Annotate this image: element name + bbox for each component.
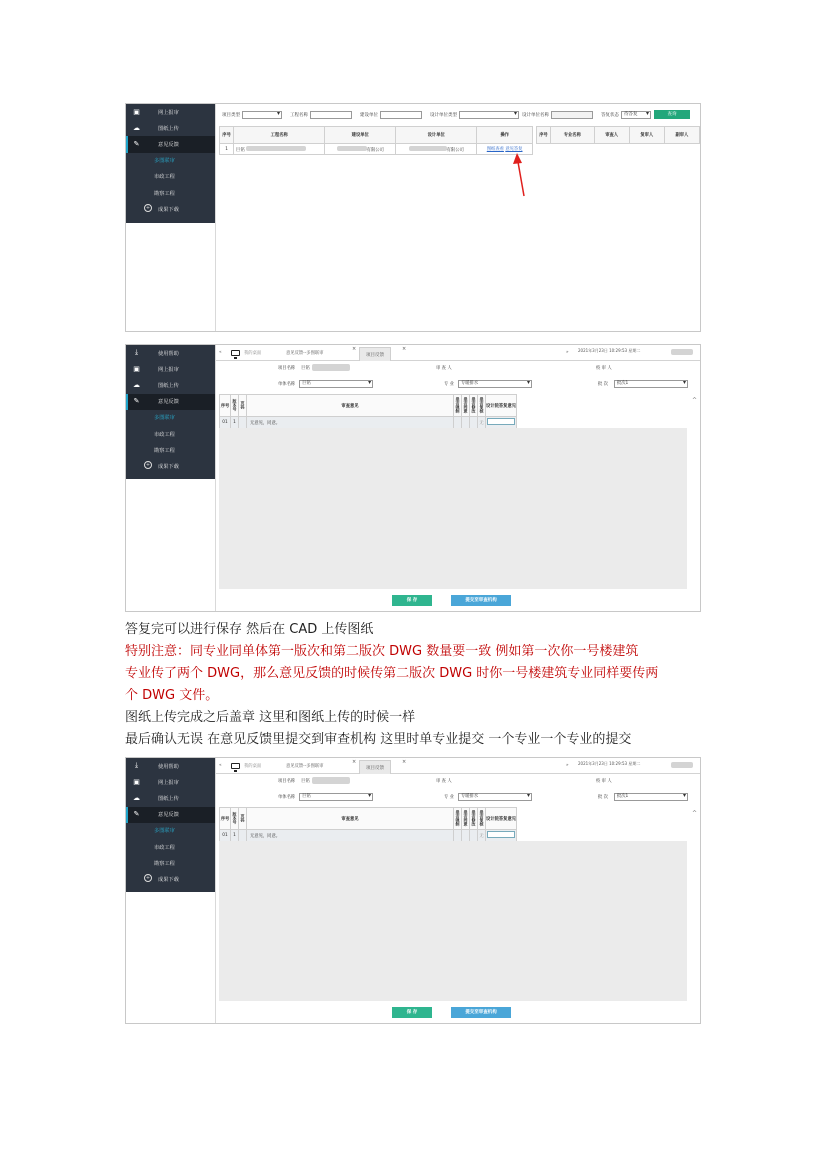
project-type-select[interactable]: [242, 111, 282, 119]
cell-no: 01: [220, 830, 231, 842]
sidebar-item-label: 成果下载: [158, 463, 179, 470]
active-indicator: [126, 394, 128, 410]
review-main: [215, 758, 700, 1023]
name-text: 巨铭: [236, 147, 245, 153]
report-icon: ▣: [133, 107, 140, 116]
sidebar-item-label: 市政工程: [154, 174, 175, 181]
cell-flag: 无: [478, 417, 486, 429]
col-header: 建设单位: [325, 127, 396, 144]
col-header: 审查人: [594, 127, 629, 144]
col-header: 设计单位: [396, 127, 477, 144]
col-header: 副审人: [664, 127, 699, 144]
warning-text: 专业传了两个 DWG，那么意见反馈的时候传第二版次 DWG 时你一号楼建筑专业同样要传两: [125, 666, 659, 681]
tab-desktop[interactable]: 我的桌面: [244, 351, 262, 356]
sidebar-item[interactable]: [126, 377, 215, 393]
batch-select[interactable]: [614, 793, 688, 801]
sidebar-item-label: 多图联审: [154, 828, 175, 835]
project-name-label: 项目名称: [278, 365, 296, 371]
warning-text: 特别注意：同专业同单体第一版次和第二版次 DWG 数量要一致 例如第一次你一号楼建筑: [125, 644, 639, 659]
opinion-table: [219, 394, 517, 429]
redacted-block: [312, 777, 350, 784]
nav-right-button[interactable]: »: [566, 350, 569, 355]
project-name-row: [278, 364, 350, 371]
scroll-up-icon[interactable]: ^: [691, 397, 697, 404]
redacted-block: [671, 762, 693, 768]
col-header: 序号: [220, 395, 231, 417]
download-icon: ⤓: [134, 761, 139, 769]
sidebar-subitem[interactable]: [126, 839, 215, 855]
tab-close-icon[interactable]: ×: [352, 759, 357, 765]
sidebar-item-label: 网上报审: [158, 366, 179, 373]
cell-flag: [454, 417, 462, 429]
col-header: 设计院答复意见: [486, 808, 517, 830]
instruction-text: 答复完可以进行保存 然后在 CAD 上传图纸: [125, 622, 374, 637]
sidebar-item-label: 意见反馈: [158, 812, 179, 819]
col-header: 页码: [240, 813, 246, 822]
cell-builder: [325, 144, 396, 155]
redacted-block: [409, 146, 447, 151]
unit-name-value: 巨铭: [302, 381, 311, 386]
nav-right-button[interactable]: »: [566, 763, 569, 768]
sidebar-item-label: 图纸上传: [158, 382, 179, 389]
tab-close-icon[interactable]: ×: [352, 346, 357, 352]
cell-flag: [454, 830, 462, 842]
project-name-value: 巨铭: [301, 778, 310, 784]
monitor-icon: [231, 763, 240, 769]
redacted-block: [337, 146, 367, 151]
specialty-select[interactable]: [458, 793, 532, 801]
redacted-block: [246, 146, 306, 151]
unit-name-select[interactable]: [299, 793, 373, 801]
specialty-row: [444, 793, 532, 801]
unit-name-label: 单体名称: [278, 795, 296, 800]
screenshot-list: [125, 103, 701, 332]
project-name-value: 巨铭: [301, 365, 310, 371]
datetime-text: 2021年3月23日 10:29:53 星期二: [578, 761, 641, 766]
tab-bar: [216, 345, 700, 361]
col-header: 序号: [220, 808, 231, 830]
table-empty-area: [219, 428, 687, 589]
col-header: 复审人: [629, 127, 664, 144]
sidebar-item-label: 图纸上传: [158, 125, 179, 132]
col-header: 设计院答复意见: [486, 395, 517, 417]
review-main: [215, 345, 700, 611]
active-indicator: [126, 136, 128, 152]
col-header: 序号: [537, 127, 551, 144]
table-header-row: [220, 808, 517, 830]
sidebar-item-label: 成果下载: [158, 206, 179, 213]
view-drawing-link[interactable]: 图纸查看: [486, 147, 504, 152]
table-header-row: [220, 395, 517, 417]
sidebar-item-label: 网上报审: [158, 779, 179, 786]
specialty-select[interactable]: [458, 380, 532, 388]
list-main: [215, 104, 700, 331]
specialty-label: 专 业: [444, 382, 454, 387]
screenshot-review-form: [125, 344, 701, 612]
plus-circle-icon: +: [145, 205, 151, 212]
submit-button[interactable]: 提交至审查机构: [451, 595, 511, 606]
design-name-input[interactable]: [551, 111, 593, 119]
col-header: 是否复核: [479, 396, 485, 413]
tab-project-feedback[interactable]: 项目反馈: [359, 347, 391, 361]
sidebar-item-label: 网上报审: [158, 109, 179, 116]
screenshot-review-form-submit: [125, 757, 701, 1024]
filter-label: 工程名称: [290, 112, 308, 118]
sidebar-item[interactable]: [126, 774, 215, 790]
col-header: 操作: [477, 127, 533, 144]
red-arrow-icon: [513, 152, 529, 197]
active-indicator: [126, 807, 128, 823]
cell-reply: [486, 830, 517, 842]
unit-name-value: 巨铭: [302, 794, 311, 799]
sidebar-item-label: 使用帮助: [158, 763, 179, 770]
instruction-text: 最后确认无误 在意见反馈里提交到审查机构 这里时单专业提交 一个专业一个专业的提交: [125, 732, 632, 747]
plus-circle-icon: +: [145, 462, 151, 469]
sidebar-subitem[interactable]: [126, 442, 215, 458]
report-icon: ▣: [133, 777, 140, 786]
col-header: 序号: [220, 127, 234, 144]
unit-name-select[interactable]: [299, 380, 373, 388]
sidebar-subitem[interactable]: [126, 426, 215, 442]
sidebar-item-label: 多图联审: [154, 158, 175, 165]
cell-no: 1: [220, 144, 234, 155]
tab-close-icon[interactable]: ×: [402, 346, 407, 352]
checker-label: 校 审 人: [596, 366, 612, 371]
redacted-block: [671, 349, 693, 355]
filter-label: 设计单位名称: [522, 112, 549, 118]
table-header-row: [220, 127, 533, 144]
status-select[interactable]: [621, 111, 651, 119]
sidebar-item[interactable]: [126, 120, 215, 136]
unit-name-label: 单体名称: [278, 382, 296, 387]
cell-flag: [470, 417, 478, 429]
project-table: [219, 126, 533, 155]
cell-page: [239, 417, 247, 429]
batch-label: 批 次: [598, 382, 608, 387]
sidebar: [126, 345, 215, 479]
report-icon: ▣: [133, 364, 140, 373]
sidebar-item-label: 市政工程: [154, 431, 175, 438]
cloud-upload-icon: ☁: [133, 793, 140, 802]
filter-label: 设计单位类型: [430, 112, 457, 118]
col-header: 工程名称: [234, 127, 325, 144]
sidebar-subitem[interactable]: [126, 185, 215, 201]
tab-opinion-feedback[interactable]: 意见反馈--多图联审: [286, 351, 324, 356]
sidebar-item[interactable]: [126, 758, 215, 774]
sidebar-item-label: 勘察工程: [154, 190, 175, 197]
sidebar-item[interactable]: [126, 361, 215, 377]
batch-select[interactable]: [614, 380, 688, 388]
filter-label: 答复状态: [601, 112, 619, 118]
sidebar-item-label: 意见反馈: [158, 399, 179, 406]
cell-page: [239, 830, 247, 842]
sidebar-item-label: 使用帮助: [158, 350, 179, 357]
specialty-value: 专暖排水: [460, 794, 479, 799]
col-header: 是否修改: [471, 396, 477, 413]
checker-label: 校 审 人: [596, 779, 612, 784]
tab-bar: [216, 758, 700, 774]
query-button[interactable]: 查询: [654, 110, 690, 119]
cell-version: 1: [231, 417, 239, 429]
table-row[interactable]: [220, 417, 517, 429]
project-name-label: 项目名称: [278, 778, 296, 784]
sidebar-item-label: 图纸上传: [158, 795, 179, 802]
sidebar-subitem[interactable]: [126, 823, 215, 839]
opinion-table: [219, 807, 517, 842]
reply-input[interactable]: [487, 418, 515, 425]
builder-suffix: 有限公司: [366, 147, 384, 153]
sidebar-item[interactable]: [126, 458, 215, 474]
sidebar-item-label: 意见反馈: [158, 141, 179, 148]
tab-desktop[interactable]: 我的桌面: [244, 764, 262, 769]
cloud-upload-icon: ☁: [133, 123, 140, 132]
reviewer-label: 审 查 人: [436, 366, 452, 371]
sidebar: [126, 758, 215, 892]
cell-flag: [462, 417, 470, 429]
tab-opinion-feedback[interactable]: 意见反馈--多图联审: [286, 764, 324, 769]
reviewer-label: 审 查 人: [436, 779, 452, 784]
sidebar-item-label: 勘察工程: [154, 447, 175, 454]
warning-text: 个 DWG 文件。: [125, 688, 219, 703]
sidebar-subitem[interactable]: [126, 855, 215, 871]
monitor-icon: [231, 350, 240, 356]
sidebar-subitem[interactable]: [126, 410, 215, 426]
reply-opinion-link[interactable]: 意见答复: [505, 147, 523, 152]
nav-left-button[interactable]: «: [219, 763, 222, 768]
save-button[interactable]: 保 存: [392, 595, 432, 606]
status-value: 待答复: [624, 111, 638, 117]
specialty-table: [536, 126, 700, 144]
col-header: 审查意见: [247, 808, 454, 830]
col-header: 是否同意: [463, 809, 469, 826]
tab-project-feedback[interactable]: 项目反馈: [359, 760, 391, 774]
specialty-row: [444, 380, 532, 388]
table-row[interactable]: [220, 830, 517, 842]
table-row[interactable]: [220, 144, 533, 155]
sidebar-subitem[interactable]: [126, 169, 215, 185]
col-header: 是否复核: [479, 809, 485, 826]
edit-icon: ✎: [133, 397, 140, 406]
specialty-label: 专 业: [444, 795, 454, 800]
reply-input[interactable]: [487, 831, 515, 838]
cell-opinion: 无意见，同意。: [247, 417, 454, 429]
sidebar-item[interactable]: [126, 201, 215, 217]
cell-reply: [486, 417, 517, 429]
cell-name: [234, 144, 325, 155]
edit-icon: ✎: [133, 139, 140, 148]
edit-icon: ✎: [133, 810, 140, 819]
col-header: 专业名称: [551, 127, 595, 144]
builder-input[interactable]: [380, 111, 422, 119]
batch-row: [598, 380, 688, 388]
batch-value: 批次1: [616, 794, 629, 799]
filter-label: 项目类型: [222, 112, 240, 118]
download-icon: ⤓: [134, 348, 139, 356]
save-button[interactable]: 保 存: [392, 1007, 432, 1018]
cell-flag: [462, 830, 470, 842]
unit-name-row: [278, 380, 373, 388]
design-type-select[interactable]: [459, 111, 519, 119]
datetime-text: 2021年3月23日 10:29:53 星期二: [578, 348, 641, 353]
sidebar-item[interactable]: [126, 807, 215, 823]
cell-design: [396, 144, 477, 155]
cell-version: 1: [231, 830, 239, 842]
sidebar-item[interactable]: [126, 394, 215, 410]
sidebar-item[interactable]: [126, 136, 215, 152]
cell-flag: 无: [478, 830, 486, 842]
redacted-block: [312, 364, 350, 371]
sidebar-item[interactable]: [126, 790, 215, 806]
project-name-row: [278, 777, 350, 784]
col-header: 是否同意: [463, 396, 469, 413]
filter-bar: [222, 110, 690, 119]
sidebar-item[interactable]: [126, 871, 215, 887]
cloud-upload-icon: ☁: [133, 380, 140, 389]
col-header: 版本号: [232, 811, 238, 824]
cell-no: 01: [220, 417, 231, 429]
tab-close-icon[interactable]: ×: [402, 759, 407, 765]
project-name-input[interactable]: [310, 111, 352, 119]
sidebar-subitem[interactable]: [126, 153, 215, 169]
plus-circle-icon: +: [145, 875, 151, 882]
instruction-text: 图纸上传完成之后盖章 这里和图纸上传的时候一样: [125, 710, 416, 725]
col-header: 版本号: [232, 398, 238, 411]
col-header: 审查意见: [247, 395, 454, 417]
sidebar: [126, 104, 215, 223]
col-header: 是否修改: [471, 809, 477, 826]
sidebar-item[interactable]: [126, 104, 215, 120]
nav-left-button[interactable]: «: [219, 350, 222, 355]
unit-name-row: [278, 793, 373, 801]
batch-value: 批次1: [616, 381, 629, 386]
sidebar-item[interactable]: [126, 345, 215, 361]
col-header: 是否强制: [455, 396, 461, 413]
filter-label: 建设单位: [360, 112, 378, 118]
batch-row: [598, 793, 688, 801]
table-empty-area: [219, 841, 687, 1001]
sidebar-item-label: 成果下载: [158, 876, 179, 883]
submit-button[interactable]: 提交至审查机构: [451, 1007, 511, 1018]
sidebar-item-label: 多图联审: [154, 415, 175, 422]
batch-label: 批 次: [598, 795, 608, 800]
cell-flag: [470, 830, 478, 842]
table-header-row: [537, 127, 700, 144]
cell-opinion: 无意见，同意。: [247, 830, 454, 842]
scroll-up-icon[interactable]: ^: [691, 810, 697, 817]
sidebar-item-label: 勘察工程: [154, 860, 175, 867]
specialty-value: 专暖排水: [460, 381, 479, 386]
design-suffix: 有限公司: [446, 147, 464, 153]
col-header: 是否强制: [455, 809, 461, 826]
col-header: 页码: [240, 400, 246, 409]
sidebar-item-label: 市政工程: [154, 844, 175, 851]
